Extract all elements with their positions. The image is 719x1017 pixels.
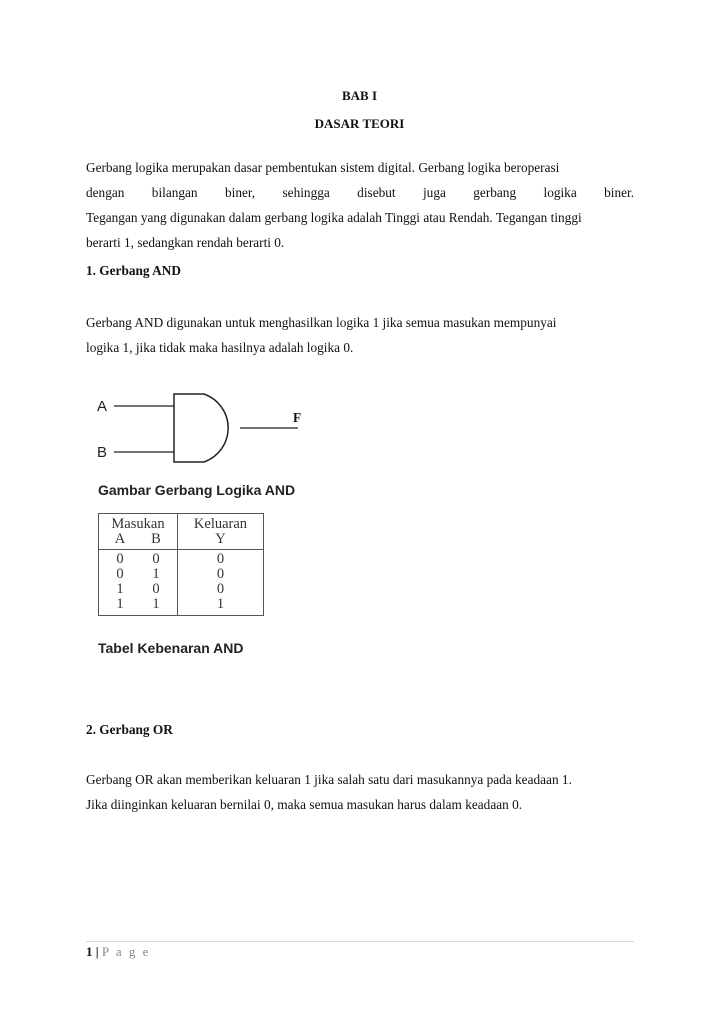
- table-row: [99, 582, 264, 597]
- subheader-ab: [99, 532, 178, 550]
- or-paragraph: [86, 767, 634, 817]
- subheader-a: A: [114, 531, 126, 547]
- table-row: [99, 550, 264, 568]
- page-footer: [86, 944, 150, 960]
- intro-word: logika: [543, 185, 577, 200]
- and-truth-table: [98, 513, 264, 616]
- cell-b: 1: [152, 596, 160, 612]
- subheader-b: B: [151, 531, 161, 547]
- intro-word: dengan: [86, 185, 125, 200]
- subheader-y: Y: [178, 532, 264, 550]
- intro-word: biner.: [604, 185, 635, 200]
- cell-a: 0: [116, 551, 124, 567]
- footer-separator: |: [95, 944, 99, 959]
- intro-word: biner,: [224, 185, 256, 200]
- input-a-label: A: [97, 398, 108, 415]
- row-inputs: [99, 597, 178, 616]
- cell-y: 0: [178, 567, 264, 582]
- header-inputs: Masukan: [99, 514, 178, 533]
- or-line-1: Gerbang OR akan memberikan keluaran 1 jika salah satu dari masukannya pada keadaan 1.: [86, 772, 572, 787]
- intro-line-2: [86, 180, 634, 205]
- table-row: [99, 597, 264, 616]
- intro-line-1: Gerbang logika merupakan dasar pembentukan sistem digital. Gerbang logika beroperasi: [86, 160, 560, 175]
- intro-word: disebut: [357, 185, 396, 200]
- cell-b: 0: [152, 551, 160, 567]
- section-or-heading: 2. Gerbang OR: [86, 722, 173, 737]
- cell-b: 1: [152, 566, 160, 582]
- and-line-2: logika 1, jika tidak maka hasilnya adalah logika 0.: [86, 340, 354, 355]
- intro-word: gerbang: [473, 185, 517, 200]
- output-f-label: F: [293, 410, 302, 425]
- truth-table-header-row: [99, 514, 264, 533]
- page-number: 1: [86, 944, 93, 959]
- cell-b: 0: [152, 581, 160, 597]
- intro-word: juga: [422, 185, 446, 200]
- truth-table-subheader-row: [99, 532, 264, 550]
- page-label: P a g e: [101, 944, 151, 959]
- or-line-2: Jika diinginkan keluaran bernilai 0, maka semua masukan harus dalam keadaan 0.: [86, 797, 523, 812]
- section-and-heading: 1. Gerbang AND: [86, 263, 181, 278]
- table-row: [99, 567, 264, 582]
- row-inputs: [99, 567, 178, 582]
- intro-word: sehingga: [282, 185, 330, 200]
- cell-y: 0: [178, 550, 264, 568]
- intro-paragraph: [86, 155, 634, 255]
- cell-a: 1: [116, 596, 124, 612]
- input-b-label: B: [97, 444, 108, 461]
- row-inputs: [99, 550, 178, 568]
- intro-line-4: berarti 1, sedangkan rendah berarti 0.: [86, 235, 285, 250]
- cell-a: 0: [116, 566, 124, 582]
- cell-a: 1: [116, 581, 124, 597]
- header-output: Keluaran: [178, 514, 264, 533]
- and-paragraph: [86, 310, 634, 360]
- intro-word: bilangan: [151, 185, 198, 200]
- row-inputs: [99, 582, 178, 597]
- chapter-title: DASAR TEORI: [314, 116, 405, 131]
- and-line-1: Gerbang AND digunakan untuk menghasilkan logika 1 jika semua masukan mempunyai: [86, 315, 557, 330]
- cell-y: 0: [178, 582, 264, 597]
- footer-divider: [86, 941, 634, 942]
- and-gate-symbol: [174, 394, 228, 462]
- chapter-number: BAB I: [341, 88, 378, 103]
- intro-line-3: Tegangan yang digunakan dalam gerbang logika adalah Tinggi atau Rendah. Tegangan tinggi: [86, 210, 582, 225]
- truth-table-caption: Tabel Kebenaran AND: [98, 640, 244, 656]
- and-gate-diagram: [92, 388, 322, 468]
- and-gate-caption: Gambar Gerbang Logika AND: [98, 482, 296, 498]
- cell-y: 1: [178, 597, 264, 616]
